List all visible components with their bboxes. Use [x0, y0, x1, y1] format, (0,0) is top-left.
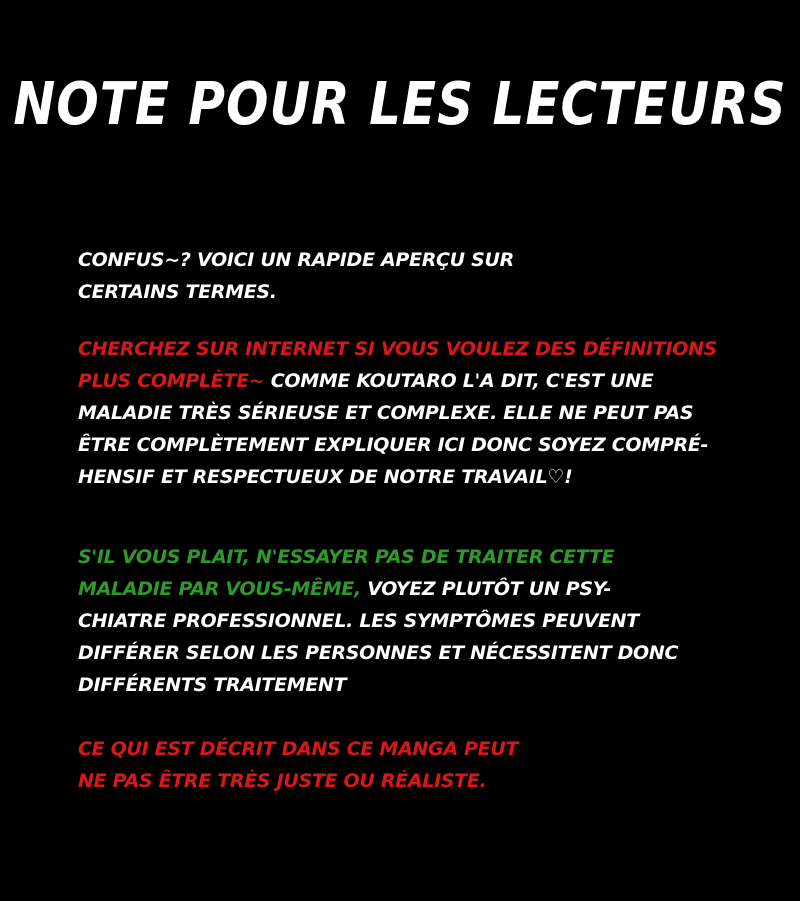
- intro-line-1: CONFUS~? VOICI UN RAPIDE APERÇU SUR: [78, 249, 514, 271]
- disclaimer-line-2: NE PAS ÊTRE TRÈS JUSTE OU RÉALISTE.: [78, 770, 487, 792]
- treatment-line-2-green: MALADIE PAR VOUS-MÊME,: [78, 578, 361, 600]
- definitions-paragraph: [78, 333, 717, 493]
- intro-paragraph: [78, 244, 514, 308]
- disclaimer-line-1: CE QUI EST DÉCRIT DANS CE MANGA PEUT: [78, 738, 519, 760]
- treatment-line-3: CHIATRE PROFESSIONNEL. LES SYMPTÔMES PEUVENT: [78, 610, 639, 632]
- treatment-line-2: [78, 573, 678, 605]
- disclaimer-paragraph: [78, 733, 518, 797]
- definitions-line-2-white: COMME KOUTARO L'A DIT, C'EST UNE: [264, 370, 654, 392]
- treatment-line-2-white: VOYEZ PLUTÔT UN PSY-: [360, 578, 612, 600]
- definitions-line-1: CHERCHEZ SUR INTERNET SI VOUS VOULEZ DES DÉFINITIONS: [78, 338, 718, 360]
- intro-line-2: CERTAINS TERMES.: [78, 281, 277, 303]
- definitions-line-2-red: PLUS COMPLÈTE~: [78, 370, 265, 392]
- definitions-line-3: MALADIE TRÈS SÉRIEUSE ET COMPLEXE. ELLE NE PEUT PAS: [78, 402, 694, 424]
- definitions-line-2: [78, 365, 717, 397]
- definitions-line-4: ÊTRE COMPLÈTEMENT EXPLIQUER ICI DONC SOYEZ COMPRÉ-: [78, 434, 709, 456]
- treatment-line-1: S'IL VOUS PLAIT, N'ESSAYER PAS DE TRAITER CETTE: [78, 546, 615, 568]
- treatment-line-4: DIFFÉRER SELON LES PERSONNES ET NÉCESSITENT DONC: [78, 642, 679, 664]
- page-title: NOTE POUR LES LECTEURS: [13, 69, 787, 139]
- definitions-line-5: HENSIF ET RESPECTUEUX DE NOTRE TRAVAIL♡!: [78, 466, 573, 488]
- treatment-line-5: DIFFÉRENTS TRAITEMENT: [78, 674, 347, 696]
- treatment-paragraph: [78, 541, 678, 701]
